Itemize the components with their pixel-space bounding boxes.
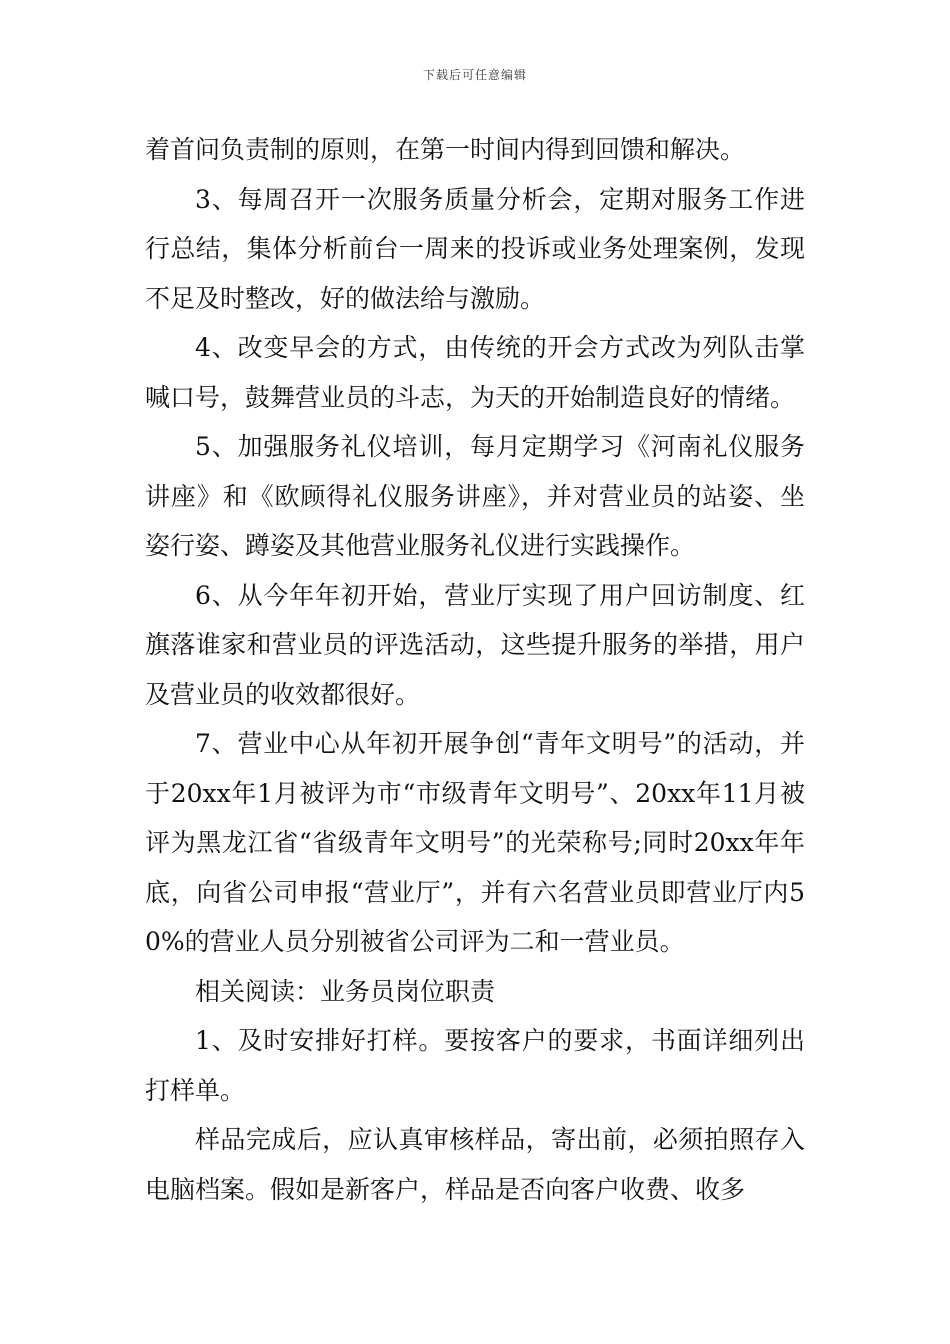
paragraph: 5、加强服务礼仪培训，每月定期学习《河南礼仪服务讲座》和《欧顾得礼仪服务讲座》，并对营业员的站姿、坐姿行姿、蹲姿及其他营业服务礼仪进行实践操作。	[145, 432, 805, 560]
paragraph: 4、改变早会的方式，由传统的开会方式改为列队击掌喊口号，鼓舞营业员的斗志，为天的开始制造良好的情绪。	[145, 333, 805, 412]
paragraph: 1、及时安排好打样。要按客户的要求，书面详细列出打样单。	[145, 1026, 805, 1105]
paragraph: 7、营业中心从年初开展争创“青年文明号”的活动，并于20xx年1月被评为市“市级青年文明号”、20xx年11月被评为黑龙江省“省级青年文明号”的光荣称号;同时20xx年年底，向省公司申报“营业厅”，并有六名营业员即营业厅内50%的营业人员分别被省公司评为二和一营业员。	[145, 729, 805, 956]
paragraph: 3、每周召开一次服务质量分析会，定期对服务工作进行总结，集体分析前台一周来的投诉或业务处理案例，发现不足及时整改，好的做法给与激励。	[145, 184, 805, 313]
paragraph: 样品完成后，应认真审核样品，寄出前，必须拍照存入电脑档案。假如是新客户，样品是否向客户收费、收多	[145, 1125, 805, 1204]
paragraph: 着首问负责制的原则，在第一时间内得到回馈和解决。	[145, 135, 746, 164]
page-header: 下载后可任意编辑	[422, 68, 527, 82]
document-body	[145, 125, 805, 1214]
paragraph: 6、从今年年初开始，营业厅实现了用户回访制度、红旗落谁家和营业员的评选活动，这些提升服务的举措，用户及营业员的收效都很好。	[145, 580, 805, 709]
related-reading-heading: 相关阅读：业务员岗位职责	[195, 976, 496, 1006]
